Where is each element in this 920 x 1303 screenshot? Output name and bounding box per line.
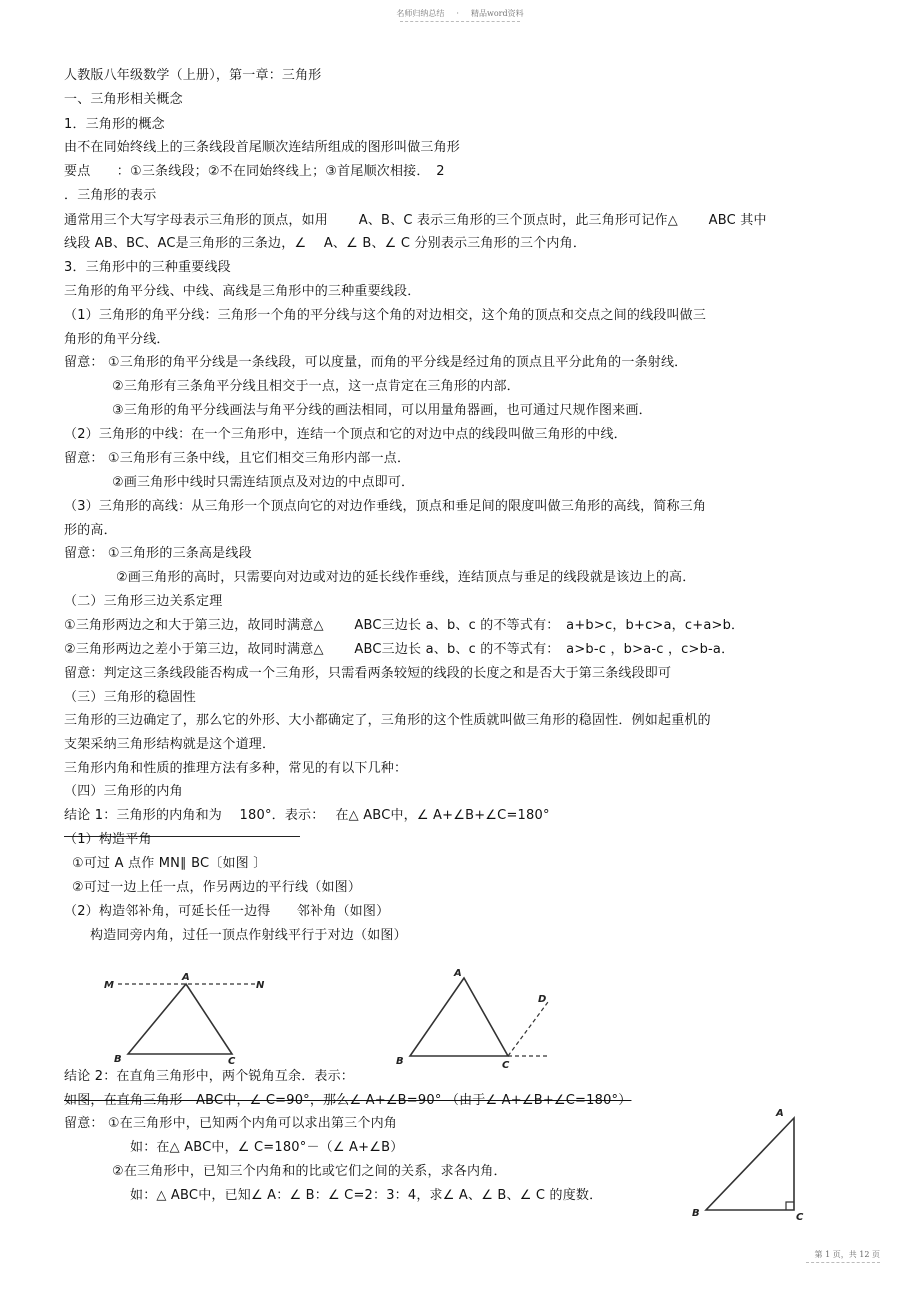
paragraph: 线段 AB、BC、AC是三角形的三条边，∠ A、∠ B、∠ C 分别表示三角形的三个内角． — [64, 236, 587, 251]
header-right: 精品word资料 — [470, 9, 524, 18]
fig1-label-a: A — [182, 972, 190, 983]
paragraph: 角形的角平分线． — [64, 332, 170, 347]
note: 留意： ①三角形的三条高是线段 — [64, 546, 252, 561]
note: 留意：判定这三条线段能否构成一个三角形，只需看两条较短的线段的长度之和是否大于第三条线段即可 — [64, 666, 672, 681]
example: 如：在△ ABC中，∠ C=180°－（∠ A+∠B） — [130, 1140, 404, 1155]
paragraph: 支架采纳三角形结构就是这个道理． — [64, 737, 276, 752]
conclusion: 结论 2：在直角三角形中，两个锐角互余．表示： — [64, 1069, 355, 1084]
figure-exterior-angle — [392, 962, 562, 1072]
page-header: 名师归纳总结 · 精品word资料 — [396, 9, 524, 18]
fig1-label-c: C — [228, 1056, 236, 1067]
paragraph: 由不在同始终线上的三条线段首尾顺次连结所组成的图形叫做三角形 — [64, 140, 461, 155]
note: ②三角形有三条角平分线且相交于一点，这一点肯定在三角形的内部． — [112, 379, 520, 394]
figure-right-triangle — [688, 1100, 818, 1225]
paragraph: ②三角形两边之差小于第三边，故同时满意△ ABC三边长 a、b、c 的不等式有： a>b-c ，b>a-c ，c>b-a． — [64, 642, 735, 657]
paragraph: 形的高． — [64, 523, 117, 538]
paragraph: 三角形的角平分线、中线、高线是三角形中的三种重要线段． — [64, 284, 421, 299]
paragraph: 如图，在直角三角形 ABC中，∠ C=90°，那么∠ A+∠B=90° （由于∠ A+∠B+∠C=180°） — [64, 1093, 632, 1108]
subheading: 3．三角形中的三种重要线段 — [64, 260, 231, 275]
fig1-label-b: B — [114, 1054, 122, 1065]
figure-parallel-line — [100, 968, 280, 1068]
example: 如：△ ABC中，已知∠ A：∠ B：∠ C=2：3：4，求∠ A、∠ B、∠ C 的度数． — [130, 1188, 603, 1203]
fig3-label-a: A — [776, 1108, 784, 1119]
conclusion: 结论 1：三角形的内角和为 180°．表示： 在△ ABC中，∠ A+∠B+∠C=180° — [64, 808, 550, 823]
fig1-label-m: M — [104, 980, 114, 991]
subheading: （四）三角形的内角 — [64, 784, 183, 799]
fig2-label-c: C — [502, 1060, 510, 1071]
paragraph: ①三角形两边之和大于第三边，故同时满意△ ABC三边长 a、b、c 的不等式有： a+b>c，b+c>a，c+a>b． — [64, 618, 745, 633]
note: ②画三角形中线时只需连结顶点及对边的中点即可． — [112, 475, 415, 490]
paragraph: 要点 ：①三条线段；②不在同始终线上；③首尾顺次相接． 2 — [64, 164, 445, 179]
note: ③三角形的角平分线画法与角平分线的画法相同，可以用量角器画，也可通过尺规作图来画． — [112, 403, 652, 418]
list-item: 构造同旁内角，过任一顶点作射线平行于对边（如图） — [90, 928, 407, 943]
paragraph: （1）三角形的角平分线：三角形一个角的平分线与这个角的对边相交，这个角的顶点和交点之间的线段叫做三 — [64, 308, 707, 323]
fig2-label-b: B — [396, 1056, 404, 1067]
paragraph: （2）三角形的中线：在一个三角形中，连结一个顶点和它的对边中点的线段叫做三角形的中线． — [64, 427, 627, 442]
subheading: （三）三角形的稳固性 — [64, 690, 197, 705]
list-item: （1）构造平角 — [64, 832, 152, 847]
note: ②画三角形的高时，只需要向对边或对边的延长线作垂线，连结顶点与垂足的线段就是该边上的高． — [116, 570, 696, 585]
section-heading: 一、三角形相关概念 — [64, 92, 183, 107]
fig1-label-n: N — [256, 980, 265, 991]
note: ②在三角形中，已知三个内角和的比或它们之间的关系，求各内角． — [112, 1164, 507, 1179]
note: 留意： ①三角形的角平分线是一条线段，可以度量，而角的平分线是经过角的顶点且平分此角的一条射线． — [64, 355, 688, 370]
list-item: （2）构造邻补角，可延长任一边得 邻补角（如图） — [64, 904, 390, 919]
subheading: （二）三角形三边关系定理 — [64, 594, 223, 609]
paragraph: 三角形的三边确定了，那么它的外形、大小都确定了，三角形的这个性质就叫做三角形的稳固性．例如起重机的 — [64, 713, 711, 728]
subheading: 1．三角形的概念 — [64, 117, 165, 132]
doc-title: 人教版八年级数学（上册），第一章：三角形 — [64, 68, 322, 83]
fig3-label-c: C — [796, 1212, 804, 1223]
paragraph: 三角形内角和性质的推理方法有多种，常见的有以下几种： — [64, 761, 408, 776]
page-footer: 第 1 页，共 12 页 — [814, 1250, 880, 1259]
header-rule — [400, 21, 520, 22]
header-left: 名师归纳总结 — [396, 9, 445, 18]
subheading: ．三角形的表示 — [64, 188, 157, 203]
fig2-label-a: A — [454, 968, 462, 979]
note: 留意： ①在三角形中，已知两个内角可以求出第三个内角 — [64, 1116, 397, 1131]
list-item: ①可过 A 点作 MN∥ BC〔如图 〕 — [72, 856, 267, 871]
paragraph: （3）三角形的高线：从三角形一个顶点向它的对边作垂线，顶点和垂足间的限度叫做三角形的高线，简称三角 — [64, 499, 707, 514]
paragraph: 通常用三个大写字母表示三角形的顶点，如用 A、B、C 表示三角形的三个顶点时，此三角形可记作△ ABC 其中 — [64, 213, 767, 228]
list-item: ②可过一边上任一点，作另两边的平行线（如图） — [72, 880, 362, 895]
footer-rule — [806, 1262, 880, 1263]
fig2-label-d: D — [538, 994, 547, 1005]
note: 留意： ①三角形有三条中线，且它们相交三角形内部一点． — [64, 451, 411, 466]
fig3-label-b: B — [692, 1208, 700, 1219]
